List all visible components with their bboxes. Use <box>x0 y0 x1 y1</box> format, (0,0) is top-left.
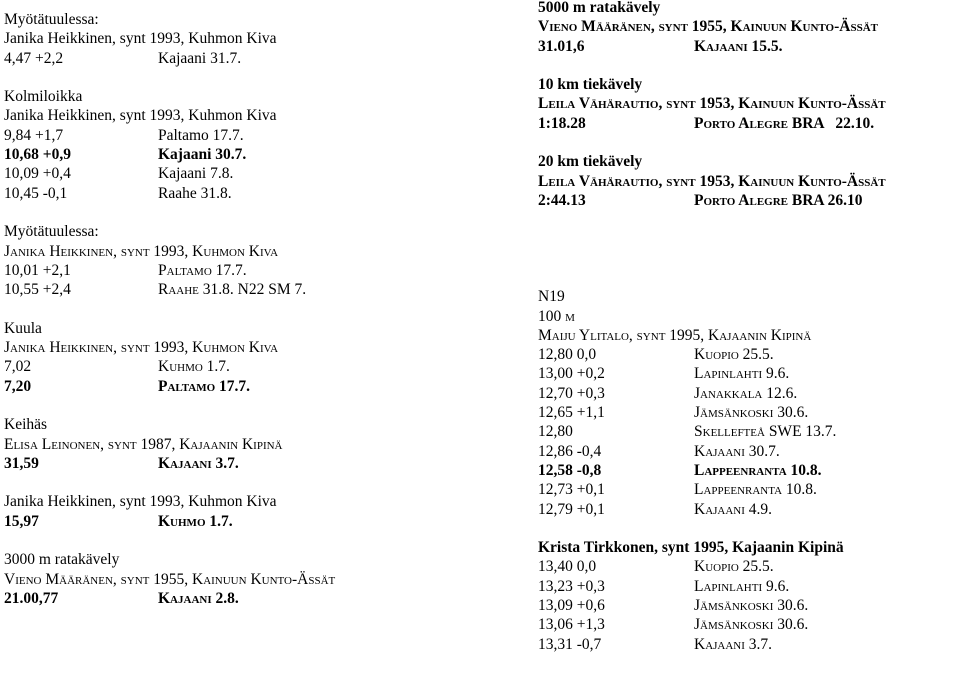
result-place: Kuopio 25.5. <box>694 558 774 576</box>
result-value: 21.00,77 <box>4 589 59 607</box>
left-column <box>4 10 504 608</box>
result-value: 10,09 +0,4 <box>4 165 71 183</box>
result-place: Janakkala 12.6. <box>694 384 798 402</box>
result-place: Kajaani 2.8. <box>158 589 239 607</box>
result-row <box>4 454 504 473</box>
result-value: 10,45 -0,1 <box>4 184 68 202</box>
result-value: 7,02 <box>4 358 32 376</box>
result-value: 12,58 -0,8 <box>538 461 602 479</box>
spacer <box>4 68 504 87</box>
result-row <box>538 480 958 499</box>
result-row <box>538 577 958 596</box>
result-place: Kajaani 15.5. <box>694 37 783 55</box>
result-place: Lappeenranta 10.8. <box>694 481 817 499</box>
athlete-line: Janika Heikkinen, synt 1993, Kuhmon Kiva <box>4 107 277 125</box>
result-value: 10,68 +0,9 <box>4 146 71 164</box>
result-value: 12,86 -0,4 <box>538 442 602 460</box>
section-title: 20 km tiekävely <box>538 153 643 171</box>
result-row <box>4 145 504 164</box>
section-title: Keihäs <box>4 416 48 434</box>
spacer <box>4 396 504 415</box>
result-place: Jämsänkoski 30.6. <box>694 597 809 615</box>
section-title: Kuula <box>4 319 42 337</box>
spacer <box>538 133 958 152</box>
spacer <box>538 519 958 538</box>
result-place: Kajaani 4.9. <box>694 500 773 518</box>
result-row <box>4 357 504 376</box>
result-value: 12,80 <box>538 423 573 441</box>
athlete-line: Janika Heikkinen, synt 1993, Kuhmon Kiva <box>4 30 277 48</box>
result-place: Raahe 31.8. N22 SM 7. <box>158 281 307 299</box>
right-column <box>538 0 958 654</box>
section-title: Myötätuulessa: <box>4 11 99 28</box>
result-value: 13,06 +1,3 <box>538 616 605 634</box>
result-place: Kajaani 31.7. <box>158 49 242 67</box>
result-row <box>4 184 504 203</box>
result-row <box>4 280 504 299</box>
result-place: Kuhmo 1.7. <box>158 512 233 530</box>
result-value: 2:44.13 <box>538 191 586 209</box>
result-place: Lapinlahti 9.6. <box>694 365 790 383</box>
result-value: 12,80 0,0 <box>538 346 597 364</box>
section-title: 3000 m ratakävely <box>4 551 120 569</box>
result-row <box>538 596 958 615</box>
result-row <box>538 615 958 634</box>
section-title: 10 km tiekävely <box>538 76 643 94</box>
athlete-line: Krista Tirkkonen, synt 1995, Kajaanin Kipinä <box>538 539 844 557</box>
result-row <box>4 126 504 145</box>
result-row <box>538 384 958 403</box>
result-value: 15,97 <box>4 512 39 530</box>
athlete-line: Vieno Määränen, synt 1955, Kainuun Kunto-Ässät <box>538 18 878 36</box>
result-row <box>4 377 504 396</box>
result-row <box>538 114 958 133</box>
result-value: 12,70 +0,3 <box>538 384 605 402</box>
section-title: 100 m <box>538 307 575 325</box>
result-value: 31,59 <box>4 454 39 472</box>
athlete-line: Vieno Määränen, synt 1955, Kainuun Kunto-Ässät <box>4 570 336 588</box>
result-place: Porto Alegre BRA 22.10. <box>694 114 875 132</box>
athlete-line: Leila Vähärautio, synt 1953, Kainuun Kunto-Ässät <box>538 95 886 113</box>
result-row <box>538 422 958 441</box>
result-place: Paltamo 17.7. <box>158 377 251 395</box>
athlete-line: Elisa Leinonen, synt 1987, Kajaanin Kipinä <box>4 435 283 453</box>
result-place: Paltamo 17.7. <box>158 126 244 144</box>
spacer <box>4 531 504 550</box>
class-heading: N19 <box>538 288 565 306</box>
section-title: Myötätuulessa: <box>4 223 99 241</box>
result-value: 12,65 +1,1 <box>538 404 605 422</box>
result-row <box>538 442 958 461</box>
section-title: Kolmiloikka <box>4 88 83 106</box>
result-row <box>538 191 958 210</box>
result-place: Skellefteå SWE 13.7. <box>694 423 837 441</box>
spacer <box>4 473 504 492</box>
spacer <box>538 210 958 287</box>
result-place: Kajaani 30.7. <box>694 442 780 460</box>
result-value: 1:18.28 <box>538 114 586 132</box>
spacer <box>4 299 504 318</box>
result-value: 7,20 <box>4 377 32 395</box>
result-place: Raahe 31.8. <box>158 184 232 202</box>
result-row <box>4 164 504 183</box>
result-row <box>538 345 958 364</box>
result-row <box>538 635 958 654</box>
result-row <box>538 403 958 422</box>
result-value: 13,40 0,0 <box>538 558 597 576</box>
result-row <box>538 364 958 383</box>
spacer <box>538 56 958 75</box>
result-place: Lappeenranta 10.8. <box>694 461 822 479</box>
result-place: Paltamo 17.7. <box>158 261 247 279</box>
result-place: Lapinlahti 9.6. <box>694 577 790 595</box>
result-place: Kajaani 3.7. <box>158 454 239 472</box>
athlete-line: Janika Heikkinen, synt 1993, Kuhmon Kiva <box>4 339 279 357</box>
result-row <box>538 461 958 480</box>
result-value: 10,01 +2,1 <box>4 261 71 279</box>
result-place: Kuhmo 1.7. <box>158 358 230 376</box>
result-place: Kajaani 7.8. <box>158 165 234 183</box>
result-value: 12,73 +0,1 <box>538 481 605 499</box>
result-place: Jämsänkoski 30.6. <box>694 404 809 422</box>
athlete-line: Leila Vähärautio, synt 1953, Kainuun Kunto-Ässät <box>538 172 886 190</box>
result-row <box>4 261 504 280</box>
result-value: 12,79 +0,1 <box>538 500 605 518</box>
result-row <box>538 557 958 576</box>
result-value: 13,09 +0,6 <box>538 597 605 615</box>
result-place: Kajaani 30.7. <box>158 146 247 164</box>
result-row <box>4 49 504 68</box>
result-row <box>4 589 504 608</box>
result-value: 10,55 +2,4 <box>4 281 71 299</box>
athlete-line: Janika Heikkinen, synt 1993, Kuhmon Kiva <box>4 242 279 260</box>
athlete-line: Janika Heikkinen, synt 1993, Kuhmon Kiva <box>4 493 277 511</box>
result-place: Kuopio 25.5. <box>694 346 774 364</box>
result-value: 13,31 -0,7 <box>538 635 602 653</box>
section-title: 5000 m ratakävely <box>538 0 661 16</box>
result-row <box>538 500 958 519</box>
result-place: Porto Alegre BRA 26.10 <box>694 191 863 209</box>
result-value: 9,84 +1,7 <box>4 126 64 144</box>
result-value: 4,47 +2,2 <box>4 49 64 67</box>
athlete-line: Maiju Ylitalo, synt 1995, Kajaanin Kipinä <box>538 326 812 344</box>
result-row <box>4 512 504 531</box>
spacer <box>4 203 504 222</box>
result-place: Kajaani 3.7. <box>694 635 773 653</box>
result-value: 31.01,6 <box>538 37 585 55</box>
result-row <box>538 37 958 56</box>
result-value: 13,00 +0,2 <box>538 365 605 383</box>
result-value: 13,23 +0,3 <box>538 577 605 595</box>
result-place: Jämsänkoski 30.6. <box>694 616 809 634</box>
